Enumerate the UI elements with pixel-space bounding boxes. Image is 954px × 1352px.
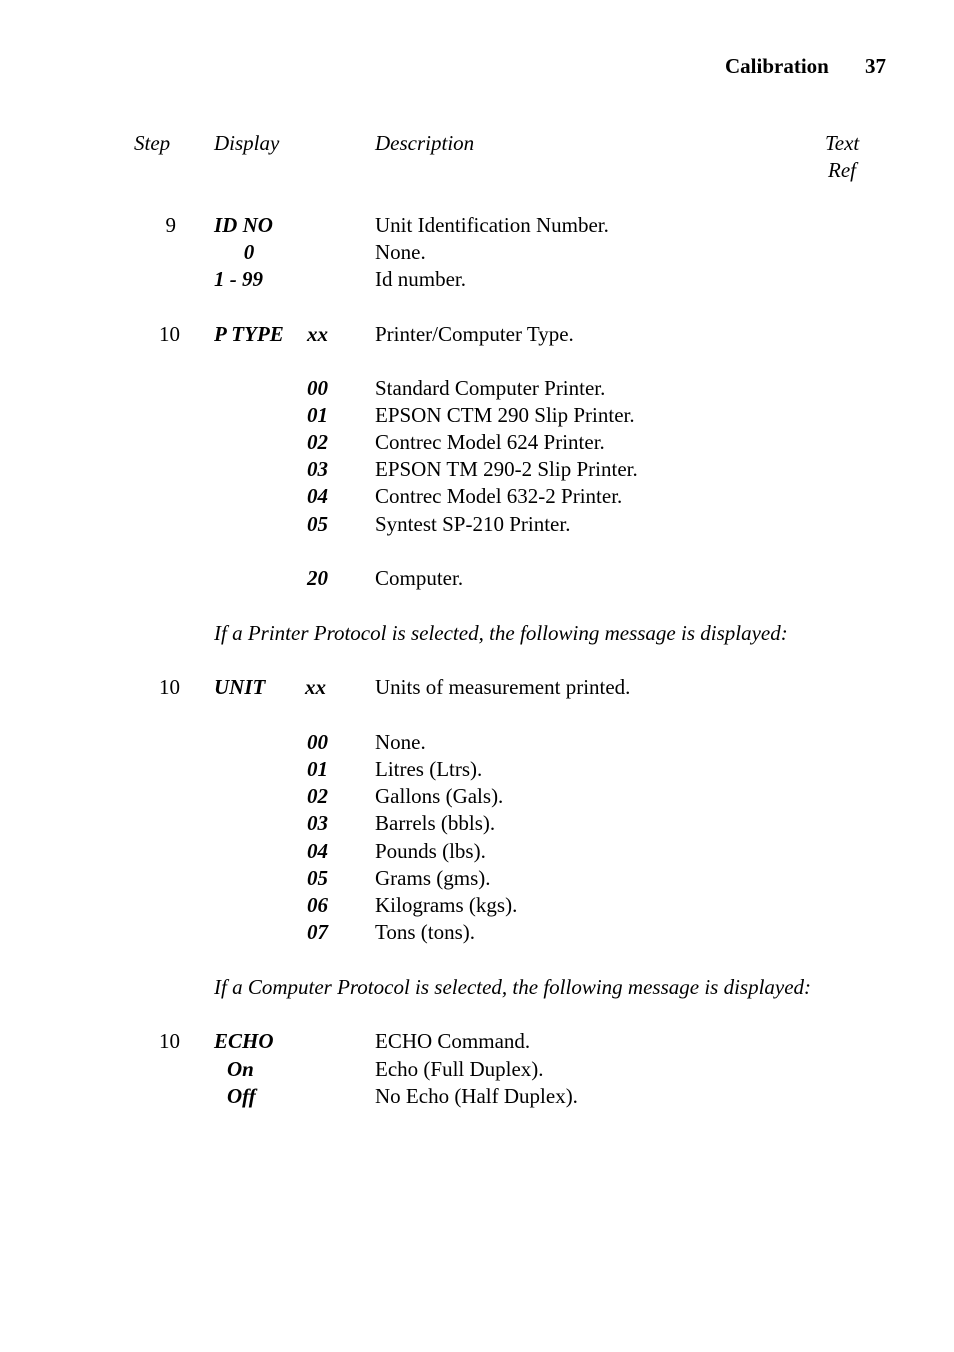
display-code: UNIT [214, 675, 266, 699]
option-text: Contrec Model 632-2 Printer. [375, 484, 623, 508]
step-number: 10 [159, 675, 180, 699]
option-code: 03 [307, 457, 328, 481]
option-code: 0 [243, 240, 255, 264]
option-code: 20 [307, 566, 328, 590]
option-text: Computer. [375, 566, 464, 590]
step-number: 10 [159, 1029, 180, 1053]
section-title: Calibration [725, 54, 829, 78]
option-code: 00 [307, 730, 328, 754]
description: Units of measurement printed. [375, 675, 631, 699]
option-text: Id number. [375, 267, 466, 291]
description: ECHO Command. [375, 1029, 531, 1053]
display-code: ECHO [214, 1029, 274, 1053]
option-code: 1 - 99 [214, 267, 263, 291]
option-code: 01 [307, 757, 328, 781]
page-number: 37 [865, 54, 886, 78]
display-code: ID NO [214, 213, 273, 237]
option-code: 03 [307, 811, 328, 835]
option-code: 04 [307, 484, 328, 508]
column-text-ref-line2: Ref [828, 158, 856, 182]
step-number: 10 [159, 322, 180, 346]
option-code: 07 [307, 920, 328, 944]
option-text: Contrec Model 624 Printer. [375, 430, 605, 454]
option-code: On [227, 1057, 254, 1081]
option-code: 04 [307, 839, 328, 863]
option-code: 02 [307, 784, 328, 808]
option-text: No Echo (Half Duplex). [375, 1084, 578, 1108]
option-text: Syntest SP-210 Printer. [375, 512, 571, 536]
option-text: EPSON CTM 290 Slip Printer. [375, 403, 635, 427]
option-text: Pounds (lbs). [375, 839, 486, 863]
option-code: 01 [307, 403, 328, 427]
option-text: Tons (tons). [375, 920, 476, 944]
option-code: 05 [307, 866, 328, 890]
option-code: Off [227, 1084, 256, 1108]
computer-protocol-note: If a Computer Protocol is selected, the following message is displayed: [214, 975, 812, 999]
option-text: None. [375, 730, 426, 754]
option-code: 02 [307, 430, 328, 454]
option-text: Kilograms (kgs). [375, 893, 518, 917]
option-text: Barrels (bbls). [375, 811, 496, 835]
column-description: Description [375, 131, 475, 155]
option-code: 06 [307, 893, 328, 917]
column-display: Display [214, 131, 280, 155]
description: Printer/Computer Type. [375, 322, 574, 346]
option-text: Gallons (Gals). [375, 784, 504, 808]
option-code: 00 [307, 376, 328, 400]
display-value: xx [307, 322, 328, 346]
column-text-ref: Text [825, 131, 860, 155]
printer-protocol-note: If a Printer Protocol is selected, the following message is displayed: [214, 621, 788, 645]
description: Unit Identification Number. [375, 213, 609, 237]
column-step: Step [134, 131, 171, 155]
display-value: xx [305, 675, 326, 699]
display-code: P TYPE [214, 322, 284, 346]
option-text: None. [375, 240, 426, 264]
option-text: Litres (Ltrs). [375, 757, 483, 781]
option-code: 05 [307, 512, 328, 536]
option-text: Grams (gms). [375, 866, 491, 890]
option-text: Echo (Full Duplex). [375, 1057, 544, 1081]
option-text: EPSON TM 290-2 Slip Printer. [375, 457, 638, 481]
option-text: Standard Computer Printer. [375, 376, 606, 400]
step-number: 9 [165, 213, 176, 237]
